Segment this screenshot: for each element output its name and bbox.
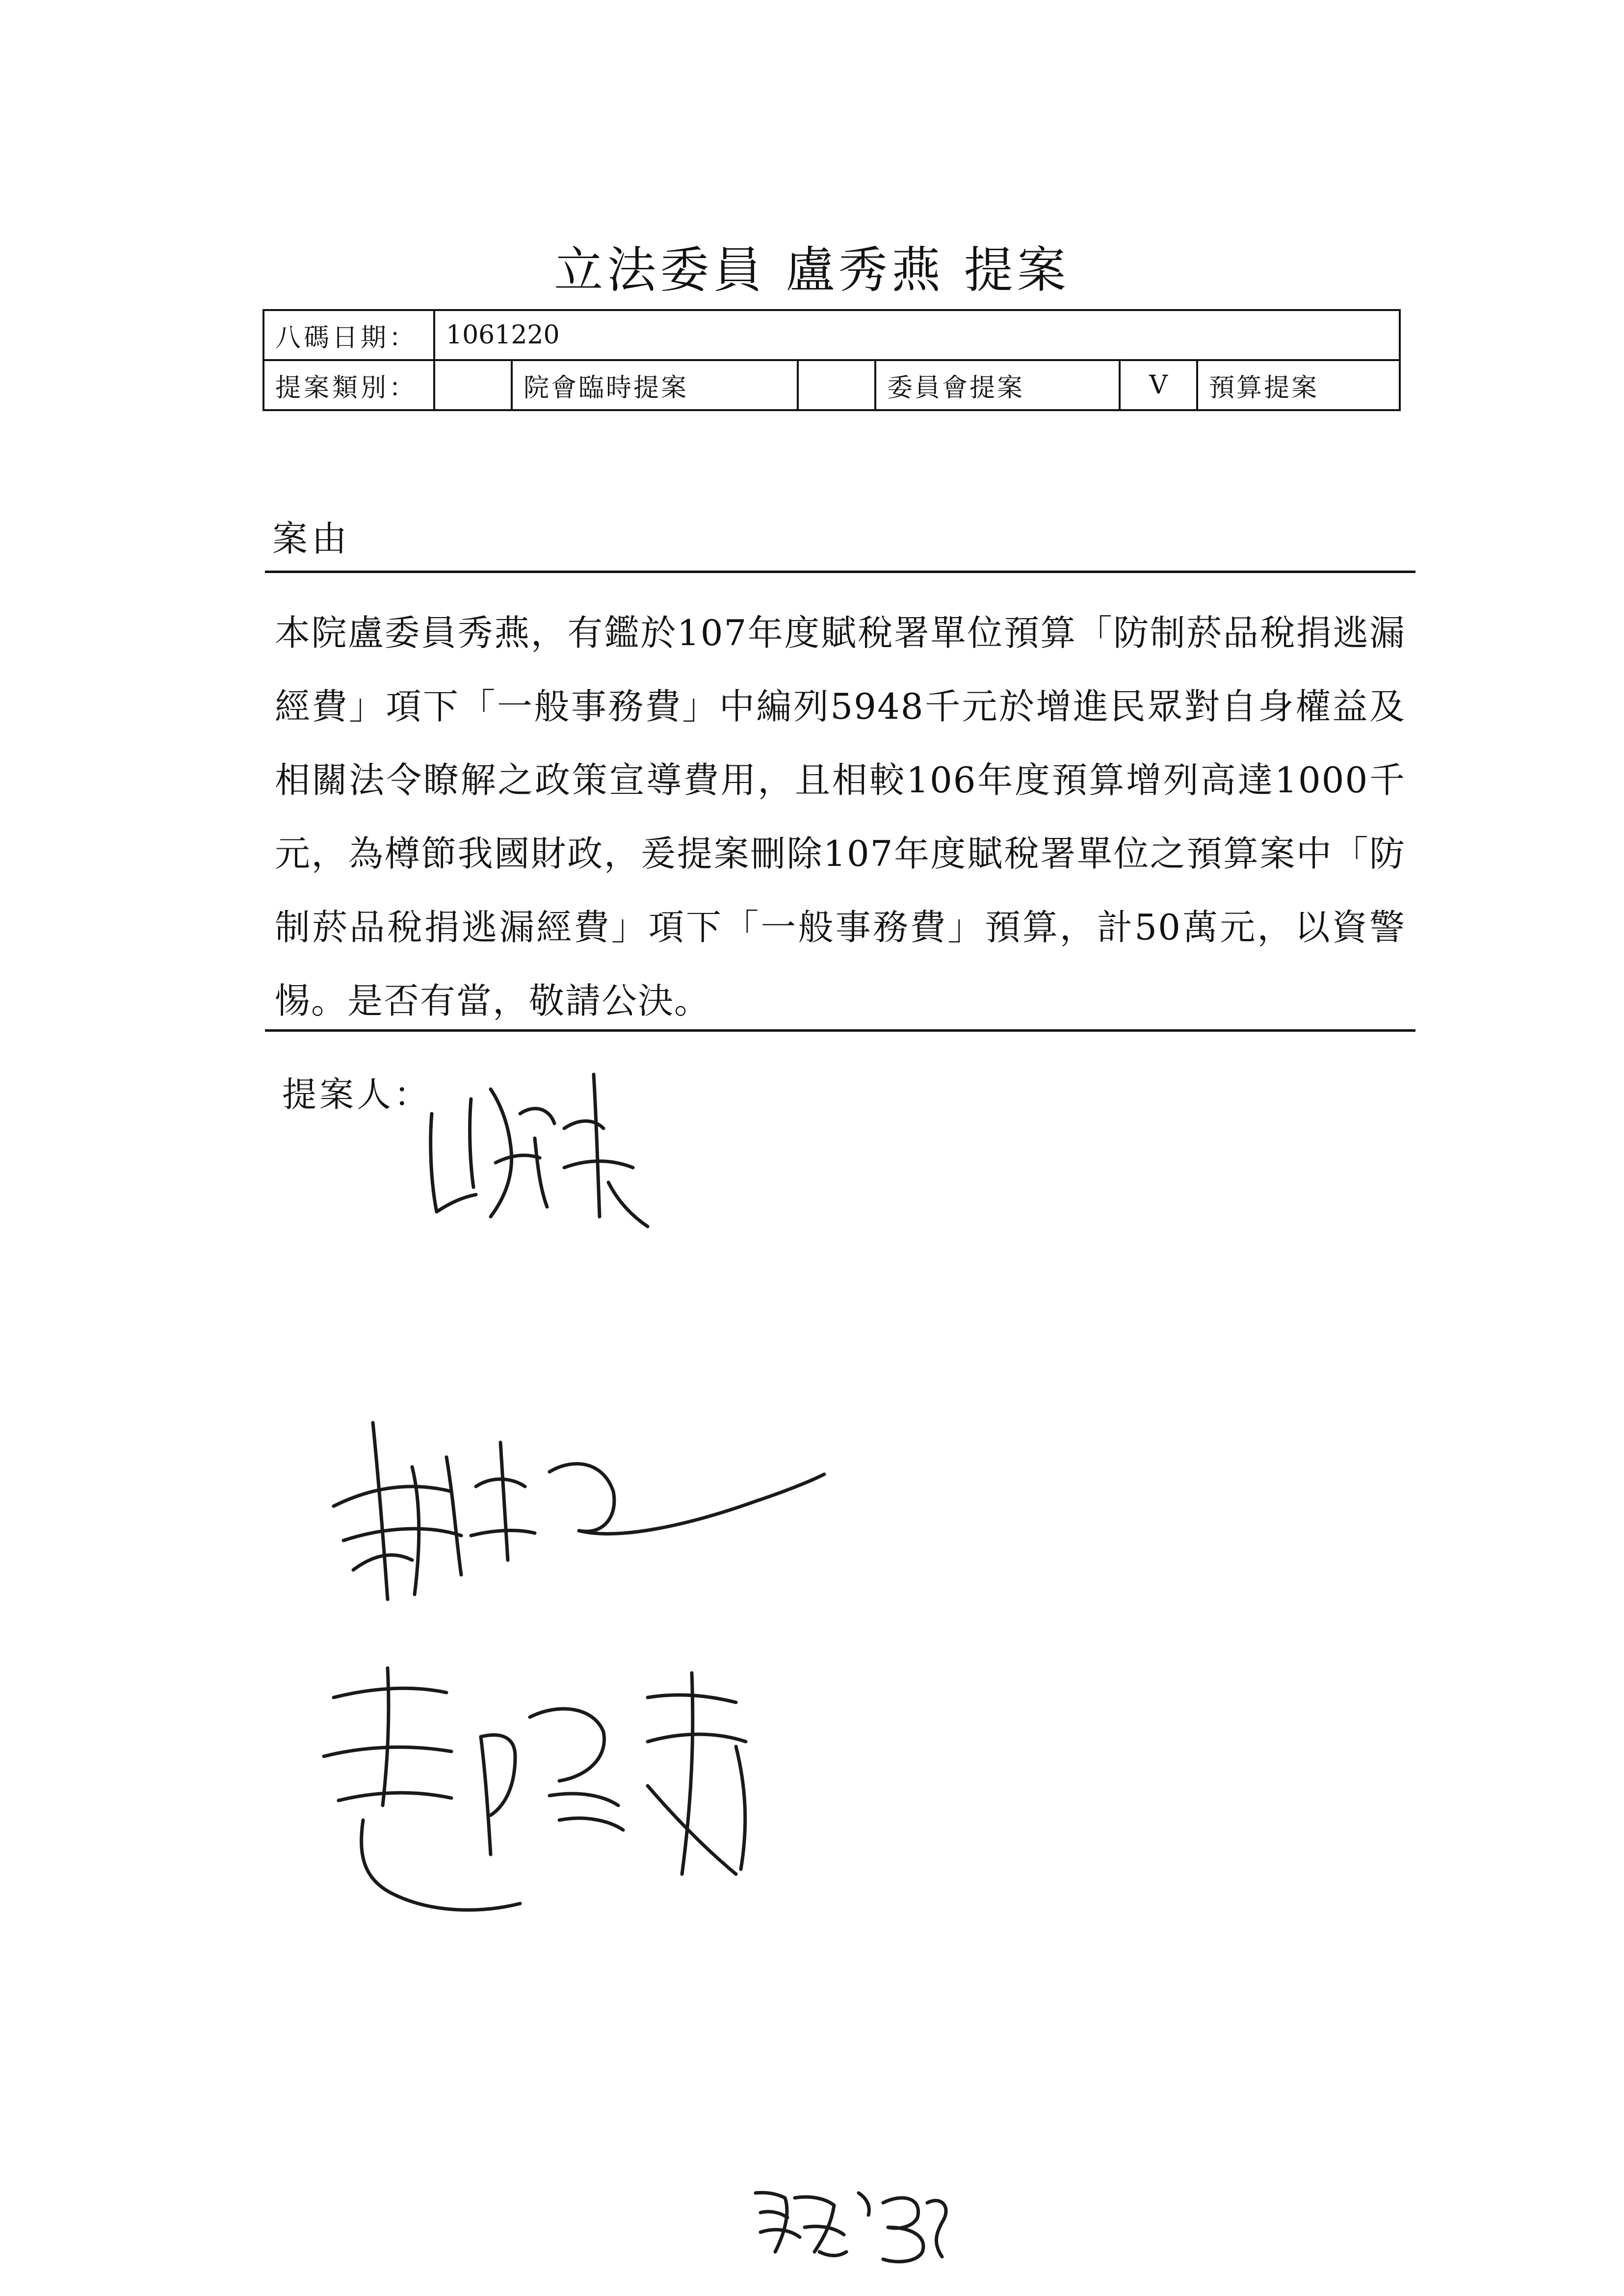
page-mark	[746, 2178, 952, 2267]
document-title: 立法委員 盧秀燕 提案	[554, 241, 1070, 299]
type-option-floor: 院會臨時提案	[512, 360, 798, 410]
type-mark-committee	[798, 360, 875, 410]
divider-bottom	[265, 1029, 1415, 1032]
type-mark-budget: V	[1120, 360, 1197, 410]
date-label: 八碼日期：	[263, 310, 434, 360]
type-row	[263, 360, 1400, 410]
proposal-meta-table	[262, 309, 1401, 411]
type-label: 提案類別：	[263, 360, 434, 410]
type-option-committee: 委員會提案	[875, 360, 1120, 410]
signature-3	[304, 1658, 795, 1933]
proposer-label: 提案人：	[282, 1074, 431, 1115]
date-value: 1061220	[434, 310, 1400, 360]
type-mark-floor	[434, 360, 512, 410]
signature-2	[314, 1413, 829, 1634]
date-row	[263, 310, 1400, 360]
reason-text: 本院盧委員秀燕，有鑑於107年度賦稅署單位預算「防制菸品稅捐逃漏經費」項下「一般事務費」中編列5948千元於增進民眾對自身權益及相關法令瞭解之政策宣導費用，且相較106年度預算增列高達1000千元，為樽節我國財政，爰提案刪除107年度賦稅署單位之預算案中「防制菸品稅捐逃漏經費」項下「一般事務費」預算，計50萬元，以資警惕。是否有當，敬請公決。	[275, 612, 1406, 1021]
reason-heading: 案由	[272, 518, 351, 559]
type-option-budget: 預算提案	[1197, 360, 1400, 410]
signature-1	[417, 1055, 662, 1241]
divider-top	[265, 571, 1415, 573]
